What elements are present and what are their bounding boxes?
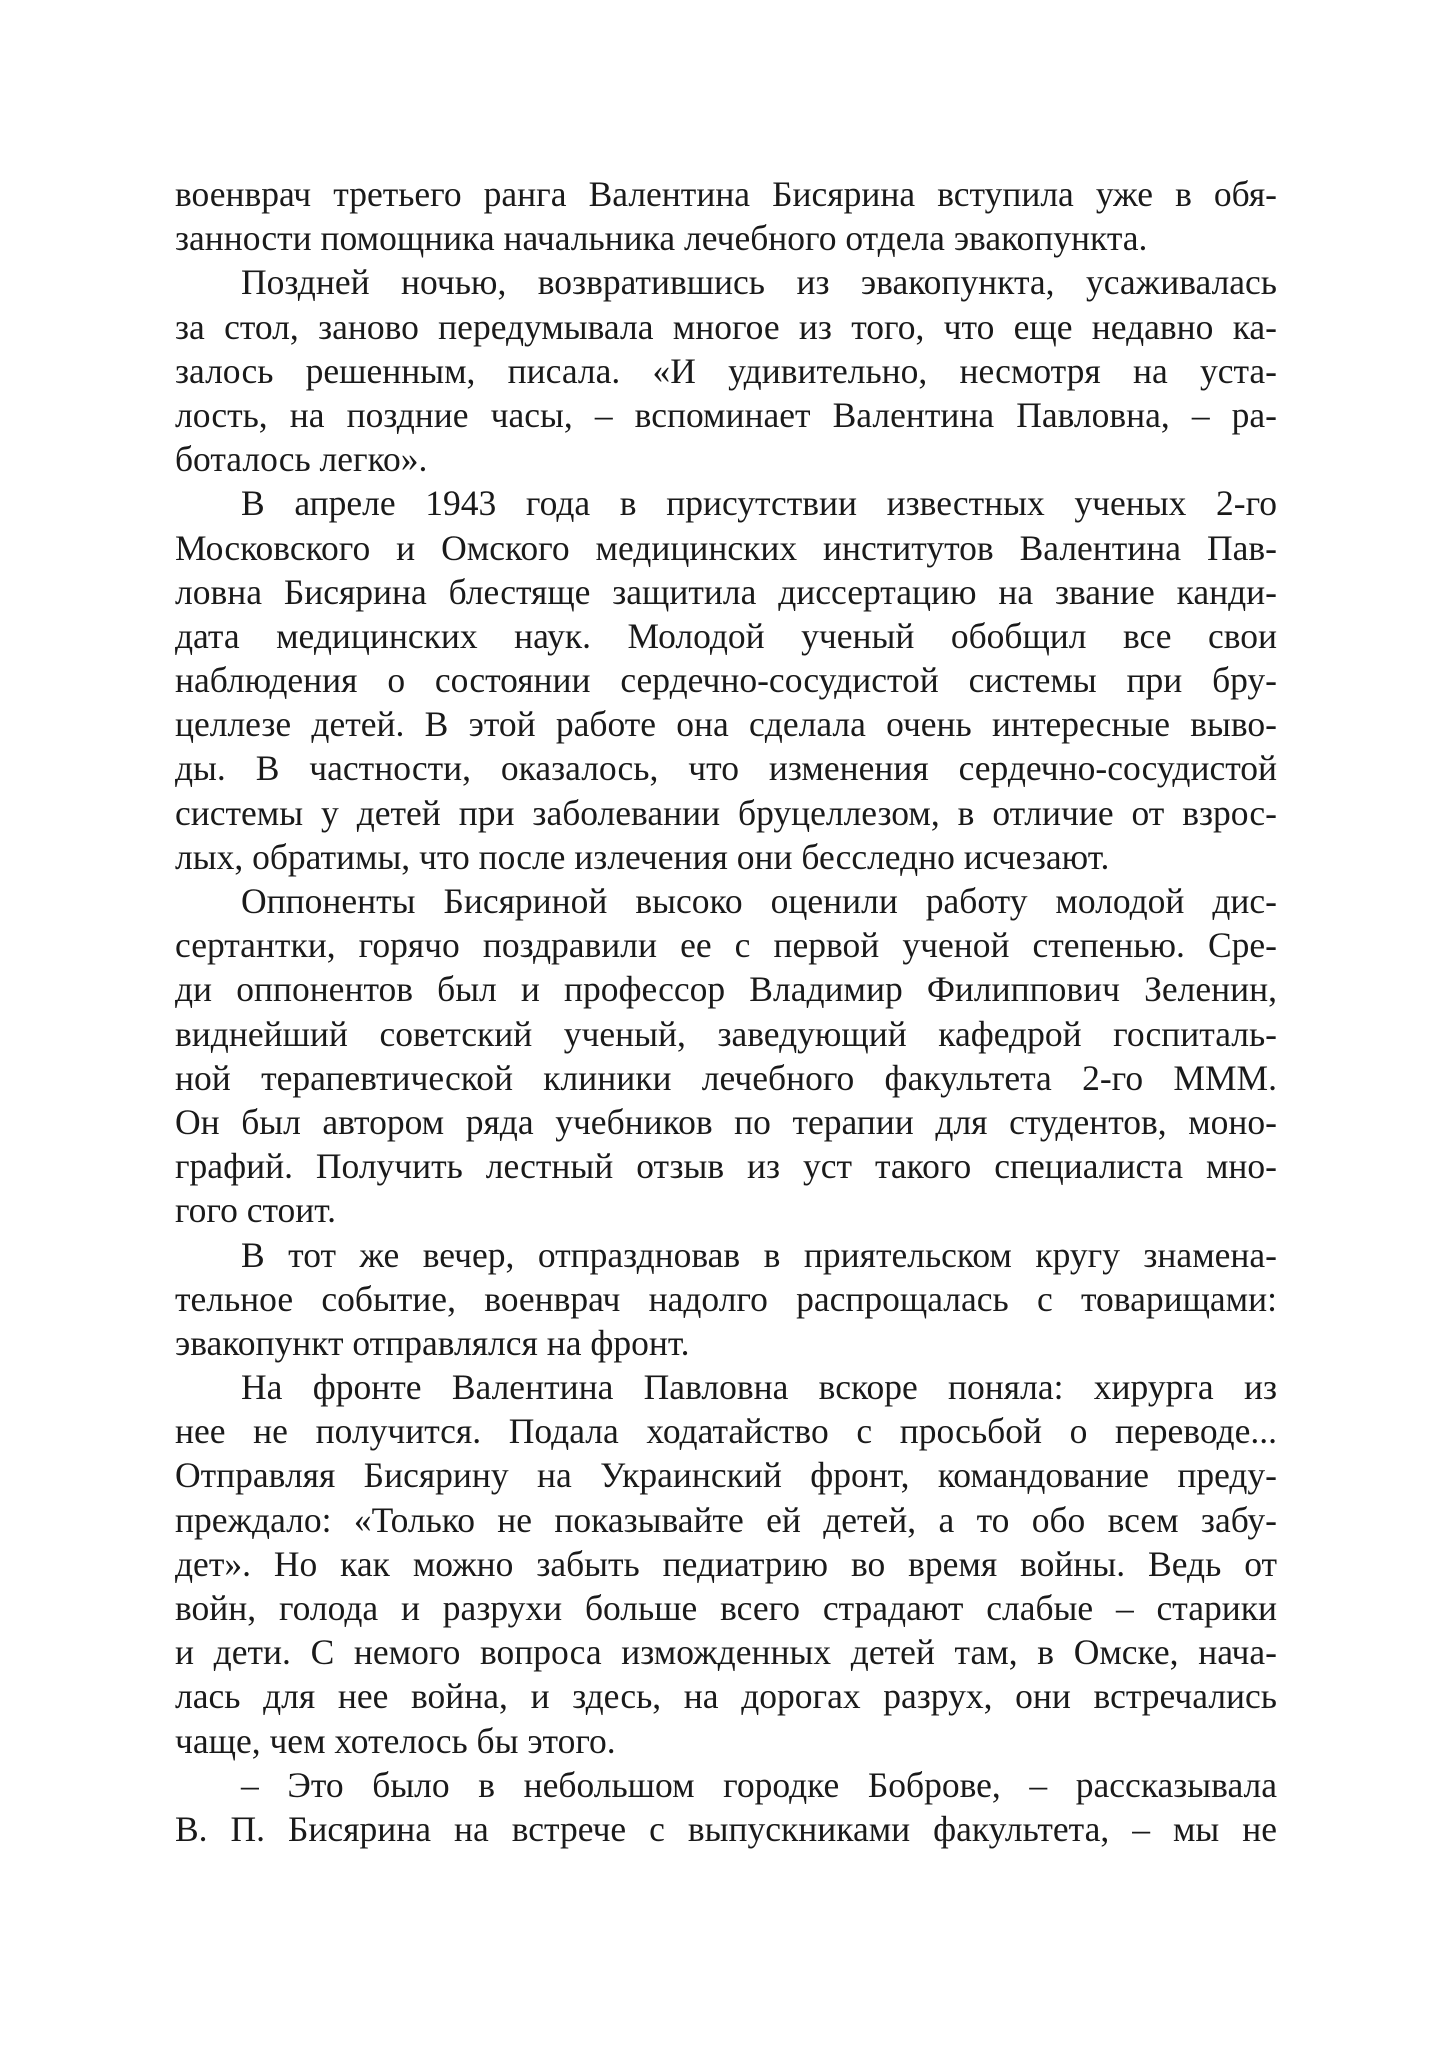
text-line: лость, на поздние часы, – вспоминает Валентина Павловна, – ра- bbox=[175, 394, 1277, 435]
text-line: – Это было в небольшом городке Боброве, – рассказывала bbox=[241, 1764, 1277, 1805]
text-line: тельное событие, военврач надолго распрощалась с товарищами: bbox=[175, 1278, 1277, 1319]
text-line: чаще, чем хотелось бы этого. bbox=[175, 1720, 616, 1761]
text-line: ды. В частности, оказалось, что изменения сердечно-сосудистой bbox=[175, 748, 1277, 789]
text-line: Московского и Омского медицинских институтов Валентина Пав- bbox=[175, 527, 1277, 568]
text-line: Оппоненты Бисяриной высоко оценили работу молодой дис- bbox=[241, 881, 1277, 921]
text-line: боталось легко». bbox=[175, 439, 428, 480]
text-line: Поздней ночью, возвратившись из эвакопункта, усаживалась bbox=[241, 262, 1277, 303]
text-line: преждало: «Только не показывайте ей детей, а то обо всем забу- bbox=[175, 1499, 1277, 1540]
body-text bbox=[175, 172, 1277, 1851]
text-line: Отправляя Бисярину на Украинский фронт, командование преду- bbox=[175, 1455, 1277, 1496]
text-line: Он был автором ряда учебников по терапии для студентов, моно- bbox=[175, 1101, 1277, 1142]
text-line: системы у детей при заболевании бруцеллезом, в отличие от взрос- bbox=[175, 792, 1277, 833]
text-line: дата медицинских наук. Молодой ученый обобщил все свои bbox=[175, 615, 1277, 656]
text-line: виднейший советский ученый, заведующий кафедрой госпиталь- bbox=[175, 1013, 1277, 1054]
text-line: лых, обратимы, что после излечения они бесследно исчезают. bbox=[175, 836, 1110, 877]
text-line: дет». Но как можно забыть педиатрию во время войны. Ведь от bbox=[175, 1543, 1277, 1584]
text-line: за стол, заново передумывала многое из того, что еще недавно ка- bbox=[175, 306, 1277, 347]
text-line: залось решенным, писала. «И удивительно, несмотря на уста- bbox=[175, 350, 1277, 391]
text-line: эвакопункт отправлялся на фронт. bbox=[175, 1322, 690, 1363]
text-line: В. П. Бисярина на встрече с выпускниками факультета, – мы не bbox=[175, 1808, 1277, 1849]
text-line: военврач третьего ранга Валентина Бисярина вступила уже в обя- bbox=[175, 174, 1277, 214]
text-line: лась для нее война, и здесь, на дорогах разрух, они встречались bbox=[175, 1676, 1277, 1717]
text-line: В апреле 1943 года в присутствии известных ученых 2-го bbox=[241, 483, 1277, 524]
text-line: и дети. С немого вопроса изможденных детей там, в Омске, нача- bbox=[175, 1632, 1277, 1673]
text-line: занности помощника начальника лечебного отдела эвакопункта. bbox=[175, 218, 1148, 259]
text-line: войн, голода и разрухи больше всего страдают слабые – старики bbox=[175, 1588, 1277, 1628]
text-line: ной терапевтической клиники лечебного факультета 2-го МММ. bbox=[175, 1057, 1277, 1098]
text-line: В тот же вечер, отпраздновав в приятельском кругу знамена- bbox=[241, 1234, 1277, 1275]
text-line: сертантки, горячо поздравили ее с первой ученой степенью. Сре- bbox=[175, 925, 1277, 966]
text-line: наблюдения о состоянии сердечно-сосудистой системы при бру- bbox=[175, 660, 1277, 701]
text-line: На фронте Валентина Павловна вскоре поняла: хирурга из bbox=[241, 1367, 1277, 1408]
text-line: целлезе детей. В этой работе она сделала очень интересные выво- bbox=[175, 704, 1277, 745]
text-line: гого стоит. bbox=[175, 1190, 336, 1231]
text-line: ловна Бисярина блестяще защитила диссертацию на звание канди- bbox=[175, 571, 1277, 612]
text-line: ди оппонентов был и профессор Владимир Филиппович Зеленин, bbox=[175, 969, 1277, 1010]
text-line: нее не получится. Подала ходатайство с просьбой о переводе... bbox=[175, 1411, 1277, 1452]
text-line: графий. Получить лестный отзыв из уст такого специалиста мно- bbox=[175, 1146, 1277, 1187]
